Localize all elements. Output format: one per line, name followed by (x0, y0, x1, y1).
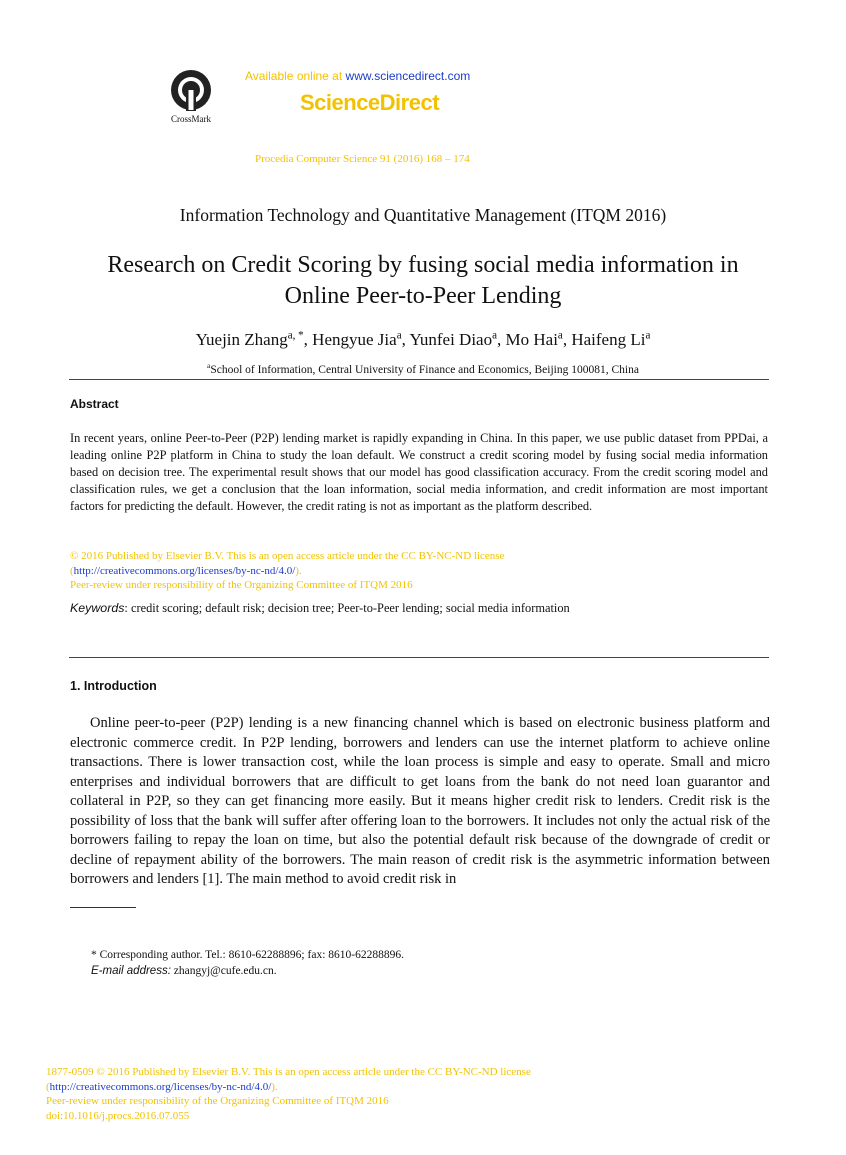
author-mark: a (645, 329, 651, 342)
footnote (91, 947, 404, 979)
author-mark: a (492, 329, 497, 342)
doi[interactable]: doi:10.1016/j.procs.2016.07.055 (46, 1109, 190, 1122)
bottom-peer-review: Peer-review under responsibility of the Organizing Committee of ITQM 2016 (46, 1095, 389, 1107)
keywords-label: Keywords (70, 601, 125, 615)
keywords-text: : credit scoring; default risk; decision tree; Peer-to-Peer lending; social media information (124, 601, 570, 615)
crossmark-icon (169, 68, 213, 112)
paren-open: ( (70, 564, 74, 577)
issn-license-line: 1877-0509 © 2016 Published by Elsevier B.V. This is an open access article under the CC BY-NC-ND license (46, 1066, 531, 1078)
license-line: © 2016 Published by Elsevier B.V. This is an open access article under the CC BY-NC-ND license (70, 550, 505, 562)
author-name: Haifeng Li (571, 330, 646, 349)
paren-close: ). (271, 1080, 278, 1093)
crossmark-badge[interactable] (166, 68, 216, 124)
bottom-license-link[interactable]: http://creativecommons.org/licenses/by-nc-nd/4.0/ (49, 1080, 272, 1093)
title-line-2: Online Peer-to-Peer Lending (284, 283, 562, 309)
affiliation (0, 361, 846, 376)
author-name: Yunfei Diao (409, 330, 493, 349)
author-separator: , (497, 330, 506, 349)
abstract-heading: Abstract (70, 397, 119, 411)
sciencedirect-link[interactable]: www.sciencedirect.com (345, 69, 471, 83)
license-link[interactable]: http://creativecommons.org/licenses/by-nc-nd/4.0/ (73, 564, 296, 577)
journal-reference: Procedia Computer Science 91 (2016) 168 – 174 (255, 153, 470, 165)
bottom-license-block (46, 1065, 531, 1123)
author-mark: a (557, 329, 563, 342)
paper-title (50, 250, 796, 312)
footnote-divider (70, 907, 136, 908)
license-url-line (70, 564, 504, 579)
crossmark-label: CrossMark (171, 114, 211, 124)
introduction-paragraph: Online peer-to-peer (P2P) lending is a new financing channel which is based on electronic business platform and electronic commerce credit. In P2P lending, borrowers and lenders can use the internet platform to achieve online transactions. There is lower transaction cost, while the loan process is simple and easy to operate. Small and micro enterprises and individual borrowers that are difficult to get loans from the bank do not need loan guarantor and collateral in P2P, so they can get financing more easily. But it means higher credit risk to lenders. Credit risk is the possibility of loss that the bank will suffer after offering loan to the borrowers. It includes not only the actual risk of the borrowers failing to repay the loan on time, but also the potential default risk because of the downgrade of credit or decline of repayment ability of the borrowers. The main reason of credit risk is the asymmetric information between borrowers and lenders [1]. The main method to avoid credit risk in (70, 715, 770, 887)
author-name: Mo Hai (505, 330, 558, 349)
author-separator: , (562, 330, 572, 349)
email-label: E-mail address: (91, 965, 171, 977)
license-block (70, 549, 504, 593)
author-name: Yuejin Zhang (195, 330, 288, 349)
email-line (91, 963, 404, 979)
affiliation-text: School of Information, Central University of Finance and Economics, Beijing 100081, China (210, 364, 639, 376)
sciencedirect-logo[interactable]: ScienceDirect (300, 90, 440, 115)
paren-close: ). (295, 564, 302, 577)
available-prefix: Available online at (245, 69, 346, 83)
author-name: Hengyue Jia (312, 330, 397, 349)
email-address[interactable]: zhangyj@cufe.edu.cn. (170, 965, 277, 977)
paren-open: ( (46, 1080, 50, 1093)
title-line-1: Research on Credit Scoring by fusing social media information in (107, 252, 739, 278)
author-mark: a, * (287, 329, 304, 342)
corresponding-author: * Corresponding author. Tel.: 8610-62288896; fax: 8610-62288896. (91, 949, 404, 961)
peer-review-line: Peer-review under responsibility of the Organizing Committee of ITQM 2016 (70, 579, 413, 591)
keywords (70, 601, 570, 616)
conference-name: Information Technology and Quantitative Management (ITQM 2016) (179, 205, 667, 225)
author-separator: , (401, 330, 410, 349)
affiliation-mark: a (207, 361, 211, 371)
author-mark: a (396, 329, 402, 342)
abstract-text: In recent years, online Peer-to-Peer (P2P) lending market is rapidly expanding in China. In this paper, we use public dataset from PPDai, a leading online P2P platform in China to study the loan default. We construct a credit scoring model by fusing social media information based on decision tree. The experimental result shows that our model has good classification accuracy. From the credit scoring model and classification rules, we get a conclusion that the loan information, social media information, and credit information are most important factors for predicting the default. However, the credit rating is not as important as the platform described. (70, 431, 768, 514)
divider (69, 657, 769, 658)
author-separator: , (303, 330, 313, 349)
author-list (0, 330, 846, 350)
bottom-url-line (46, 1080, 531, 1095)
section-heading: 1. Introduction (70, 679, 157, 693)
divider (69, 379, 769, 380)
available-online (245, 69, 470, 83)
